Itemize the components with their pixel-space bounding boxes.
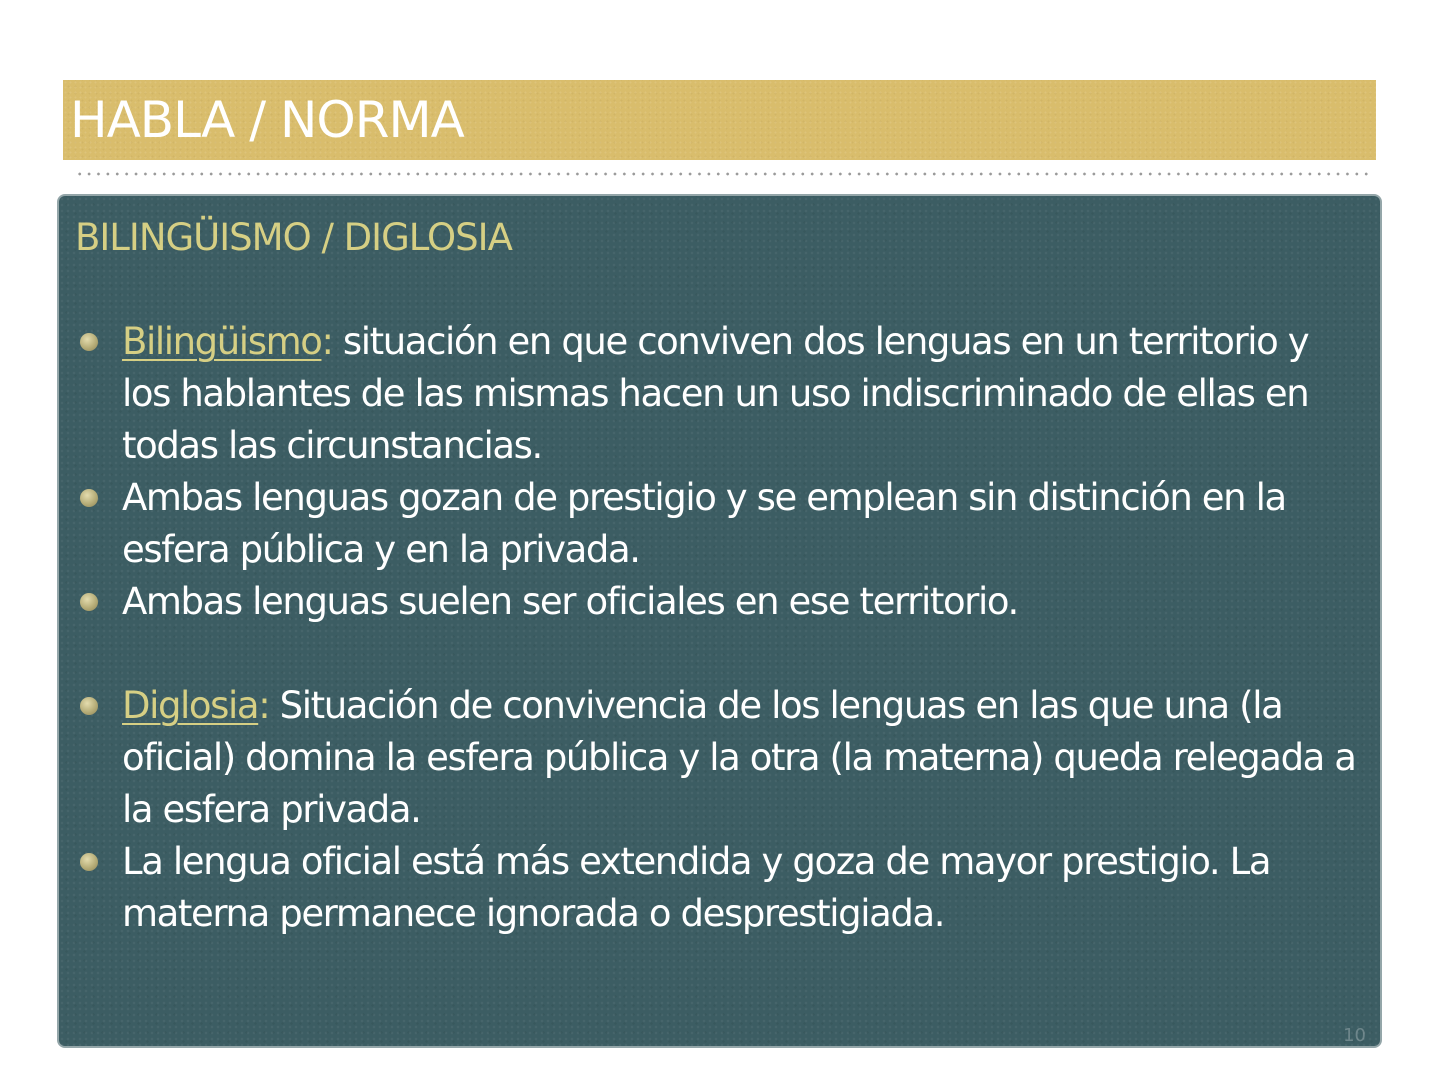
content-panel [59,196,1380,1046]
bullet-text: Situación de convivencia de los lenguas en las que una (la oficial) domina la esfera pública y la otra (la materna) queda relegada a la esfera privada. [122,684,1356,831]
bullet-dot-icon [80,489,98,507]
bullet-dot-icon [80,853,98,871]
bullet-item [59,836,1380,940]
dotted-divider [75,172,1370,176]
bullet-text: situación en que conviven dos lenguas en un territorio y los hablantes de las mismas hacen un uso indiscriminado de ellas en todas las circunstancias. [122,320,1309,467]
bullet-list [59,316,1380,940]
section-subtitle: BILINGÜISMO / DIGLOSIA [75,216,512,259]
bullet-item [59,472,1380,576]
page-number: 10 [1343,1025,1366,1046]
term-colon: : [258,684,270,727]
bullet-dot-icon [80,333,98,351]
bullet-text: Ambas lenguas gozan de prestigio y se emplean sin distinción en la esfera pública y en la privada. [122,476,1286,571]
bullet-item [59,316,1380,472]
bullet-dot-icon [80,593,98,611]
bullet-text: Ambas lenguas suelen ser oficiales en ese territorio. [122,580,1018,623]
term-bilinguismo: Bilingüismo [122,320,322,363]
bullet-dot-icon [80,697,98,715]
bullet-item [59,680,1380,836]
slide-title: HABLA / NORMA [70,91,464,149]
bullet-item [59,576,1380,628]
title-bar [63,80,1376,160]
term-colon: : [321,320,333,363]
term-diglosia: Diglosia [122,684,259,727]
bullet-text: La lengua oficial está más extendida y goza de mayor prestigio. La materna permanece ignorada o desprestigiada. [122,840,1271,935]
